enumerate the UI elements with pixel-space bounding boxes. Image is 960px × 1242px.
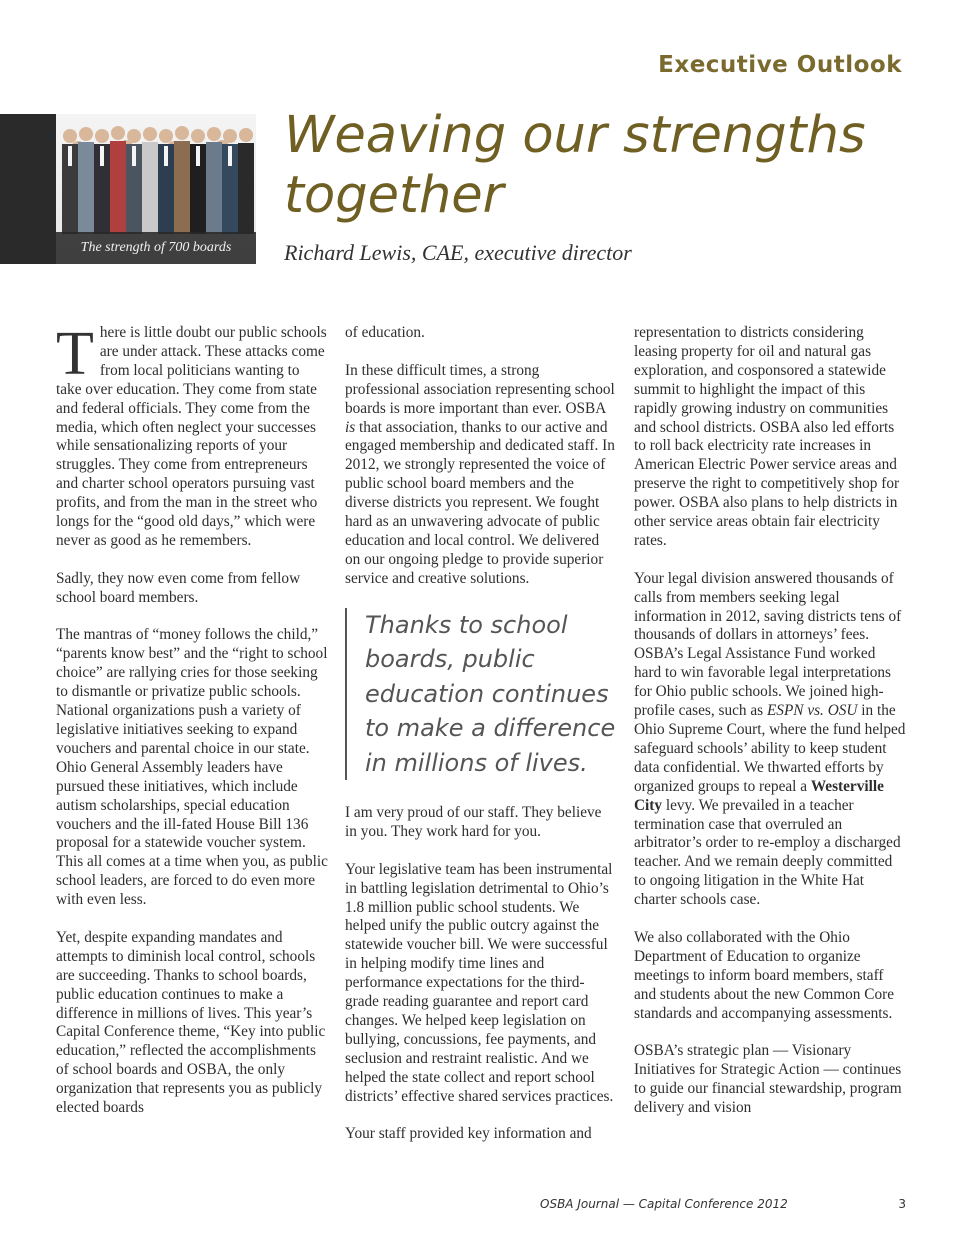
case-name: ESPN vs. OSU [766, 702, 858, 720]
paragraph: Yet, despite expanding mandates and attempts to diminish local control, schools are succeeding. Thanks to school boards, public education continues to make a difference in millions of lives. This year’s Capital Conference theme, “Key into public education,” reflected the accomplishments of school boards and OSBA, the only organization that represents you as publicly elected boards [56, 928, 326, 1117]
page-footer [540, 1197, 906, 1211]
paragraph-text: Your legal division answered thousands of calls from members seeking legal information in 2012, saving districts tens of thousands of dollars in attorneys’ fees. OSBA’s Legal Assistance Fund worked hard to win favorable legal interpretations for Ohio public schools. We joined high-profile cases, such as [634, 569, 902, 720]
article-column-1 [56, 320, 328, 1137]
publication-name: OSBA Journal — Capital Conference 2012 [540, 1197, 788, 1211]
paragraph: I am very proud of our staff. They believe in you. They work hard for you. [345, 804, 602, 840]
page-number: 3 [898, 1197, 906, 1211]
emphasis-text: is [345, 418, 356, 436]
paragraph [634, 570, 906, 910]
paragraph: Sadly, they now even come from fellow school board members. [56, 569, 301, 606]
paragraph-text: that association, thanks to our active and engaged membership and dedicated staff. In 2012, we strongly represented the voice of public school board members and the diverse districts you represent. We fought hard as an unwavering advocate of public education and local control. We delivered on our ongoing pledge to provide superior service and creative solutions. [345, 418, 615, 587]
article-column-3 [634, 324, 906, 1137]
paragraph: Your staff provided key information and [345, 1125, 592, 1143]
paragraph: representation to districts considering leasing property for oil and natural gas exploration, and cosponsored a statewide summit to highlight the impact of this rapidly growing industry on communities and school districts. OSBA also led efforts to roll back electricity rate increases in American Electric Power service areas and preserve the right to competitively shop for power. OSBA also plans to help districts in other service areas obtain fair electricity rates. [634, 324, 900, 549]
paragraph: We also collaborated with the Ohio Department of Education to organize meetings to inform board members, staff and students about the new Common Core standards and accompanying assessments. [634, 928, 895, 1022]
article-headline: Weaving our strengths together [284, 106, 866, 225]
paragraph: of education. [345, 324, 425, 341]
paragraph: Your legislative team has been instrumental in battling legislation detrimental to Ohio’s 1.8 million public school students. We helped unify the public outcry against the statewide voucher bill. We were successful in helping modify time lines and performance expectations for the third-grade reading guarantee and report card changes. We helped keep legislation on bullying, concussions, fee payments, and seclusion and restraint realistic. And we helped the state collect and report school districts’ effective shared services practices. [345, 860, 614, 1105]
paragraph: OSBA’s strategic plan — Visionary Initiatives for Strategic Action — continues to guide our financial stewardship, program delivery and vision [634, 1042, 902, 1117]
pull-quote: Thanks to school boards, public education continues to make a difference in millions of lives. [345, 608, 617, 781]
group-photo [56, 114, 256, 264]
photo-caption: The strength of 700 boards [56, 232, 256, 264]
article-column-2 [345, 324, 617, 1163]
paragraph-text: levy. We prevailed in a teacher termination case that overruled an arbitrator’s order to re-employ a discharged teacher. And we remain deeply committed to ongoing litigation in the White Hat charter schools case. [634, 796, 901, 909]
decorative-bar [0, 114, 56, 264]
drop-cap: T [56, 320, 94, 388]
bold-text: Westerville City [634, 777, 884, 814]
byline: Richard Lewis, CAE, executive director [284, 240, 632, 265]
paragraph-text: In these difficult times, a strong professional association representing school boards is more important than ever. OSBA [345, 361, 615, 417]
paragraph-text: in the Ohio Supreme Court, where the fund helped safeguard schools’ ability to keep student data confidential. We thwarted efforts by organized groups to repeal a [634, 702, 906, 795]
paragraph: The mantras of “money follows the child,” “parents know best” and the “right to school choice” are rallying cries for those seeking to dismantle or privatize public schools. National organizations push a variety of legislative initiatives seeking to expand vouchers and parental choice in our state. Ohio General Assembly leaders have pursued these initiatives, which include autism scholarships, special education vouchers and the ill-fated House Bill 136 proposal for a statewide voucher system. This all comes at a time when you, as public school leaders, are forced to do even more with even less. [56, 626, 328, 909]
section-label: Executive Outlook [658, 52, 902, 78]
paragraph-text: here is little doubt our public schools are under attack. These attacks come from local politicians wanting to take over education. They come from state and federal officials. They come from the media, which often neglect your successes while sensationalizing reports of your struggles. They come from entrepreneurs and charter school operators pursuing vast profits, and from the man in the street who longs for the “good old days,” which were never as good as he remembers. [56, 324, 327, 549]
paragraph [345, 362, 617, 589]
paragraph [56, 320, 328, 551]
